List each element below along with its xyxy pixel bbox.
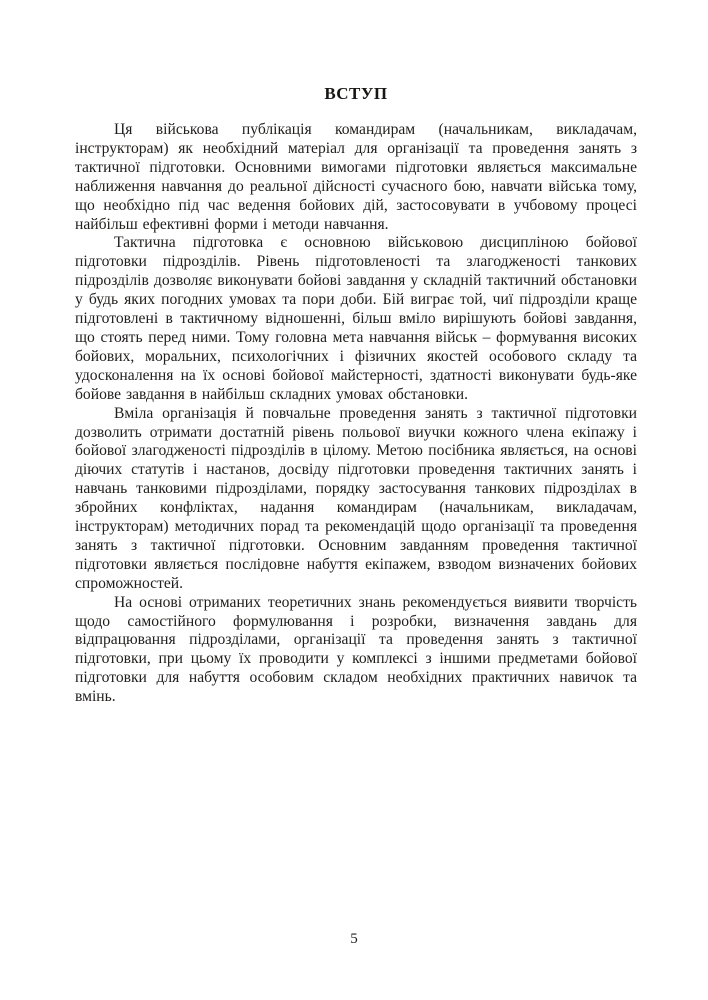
paragraph-4: На основі отриманих теоретичних знань рекомендується виявити творчість щодо самостійного формулювання і розробки, визначення завдань для відпрацювання підрозділами, організації та проведення занять з тактичної підготовки, при цьому їх проводити у комплексі з іншими предметами бойової підготовки для набуття особовим складом необхідних практичних навичок та вмінь. <box>75 593 637 706</box>
section-title: ВСТУП <box>324 84 388 103</box>
page-number: 5 <box>350 931 358 947</box>
text-block <box>75 84 637 707</box>
paragraph-2: Тактична підготовка є основною військовою дисципліною бойової підготовки підрозділів. Рівень підготовленості та злагодженості танкових підрозділів дозволяє виконувати бойові завдання у складній тактичний обстановки у будь яких погодних умовах та пори доби. Бій виграє той, чиї підрозділи краще підготовлені в тактичному відношенні, більш вміло вирішують бойові завдання, що стоять перед ними. Тому головна мета навчання військ – формування високих бойових, моральних, психологічних і фізичних якостей особового складу та удосконалення на їх основі бойової майстерності, здатності виконувати будь-яке бойове завдання в найбільш складних умовах обстановки. <box>75 234 637 403</box>
paragraph-1: Ця військова публікація командирам (начальникам, викладачам, інструкторам) як необхідний матеріал для організації та проведення занять з тактичної підготовки. Основними вимогами підготовки являється максимальне наближення навчання до реальної дійсності сучасного бою, навчати війська тому, що необхідно під час ведення бойових дій, застосовувати в учбовому процесі найбільш ефективні форми і методи навчання. <box>75 121 637 233</box>
paragraph-3: Вміла організація й повчальне проведення занять з тактичної підготовки дозволить отримати достатній рівень польової виучки кожного члена екіпажу і бойової злагодженості підрозділів в цілому. Метою посібника являється, на основі діючих статутів і настанов, досвіду підготовки проведення тактичних занять і навчань танковими підрозділами, порядку застосування танкових підрозділах в збройних конфліктах, надання командирам (начальникам, викладачам, інструкторам) методичних порад та рекомендацій щодо організації та проведення занять з тактичної підготовки. Основним завданням проведення тактичної підготовки являється послідовне набуття екіпажем, взводом визначених бойових спроможностей. <box>75 404 637 592</box>
